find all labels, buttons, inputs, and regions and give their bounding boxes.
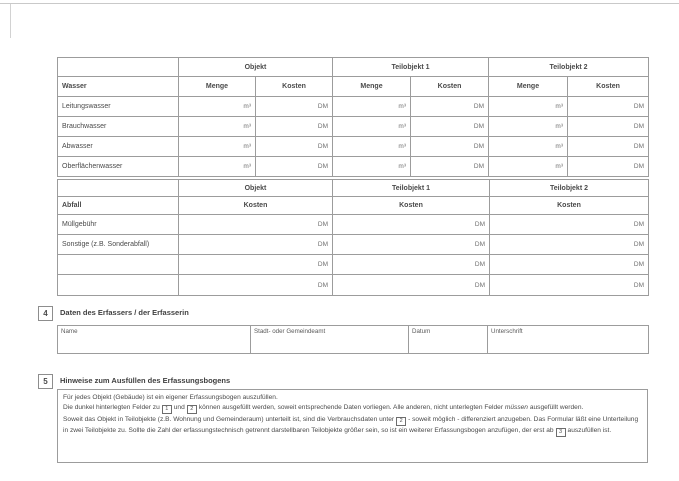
note-line-2 [63, 403, 642, 414]
group-header-objekt: Objekt [179, 180, 333, 197]
row-label: Abwasser [58, 137, 179, 157]
cost-field: DM [568, 157, 649, 177]
cost-field: DM [490, 215, 649, 235]
table-row [58, 197, 649, 215]
cost-field: DM [490, 275, 649, 296]
cost-field: DM [568, 97, 649, 117]
amount-field: m³ [489, 117, 568, 137]
cost-field: DM [411, 137, 489, 157]
waste-table [57, 179, 649, 296]
amount-field: m³ [179, 157, 256, 177]
amount-field: m³ [333, 97, 411, 117]
cost-field: DM [333, 275, 490, 296]
cost-field: DM [568, 117, 649, 137]
note-line-3 [63, 415, 642, 437]
section-number-4: 4 [38, 306, 53, 321]
note-line-1 [63, 393, 642, 402]
note-text: können ausgefüllt werden, soweit entsprechende Daten vorliegen. Alle anderen, nicht unterlegten Felder [198, 404, 504, 411]
table-row [58, 117, 649, 137]
table-row [58, 137, 649, 157]
name-field: Name [58, 326, 251, 354]
field-ref-1: 1 [162, 405, 172, 414]
col-header-kosten: Kosten [411, 77, 489, 97]
table-row [58, 157, 649, 177]
section-number-5: 5 [38, 374, 53, 389]
col-header-kosten: Kosten [568, 77, 649, 97]
row-label [58, 275, 179, 296]
group-header-teilobjekt-2: Teilobjekt 2 [489, 58, 649, 77]
note-text: ausgefüllt werden. [529, 404, 584, 411]
col-header-kosten: Kosten [256, 77, 333, 97]
section-5-title: Hinweise zum Ausfüllen des Erfassungsbogens [60, 376, 231, 385]
section-label-abfall: Abfall [58, 197, 179, 215]
note-text: und [173, 404, 185, 411]
row-label: Brauchwasser [58, 117, 179, 137]
amount-field: m³ [179, 137, 256, 157]
col-header-menge: Menge [333, 77, 411, 97]
cost-field: DM [411, 157, 489, 177]
row-label [58, 255, 179, 275]
note-text: Soweit das Objekt in Teilobjekte (z.B. Wohnung und Gemeinderaum) unterteilt ist, sind die Verbrauchsdaten unter [63, 416, 395, 423]
datum-field: Datum [409, 326, 488, 354]
table-row [58, 58, 649, 77]
cost-field: DM [256, 157, 333, 177]
cost-field: DM [411, 97, 489, 117]
group-header-teilobjekt-1: Teilobjekt 1 [333, 180, 490, 197]
row-label: Müllgebühr [58, 215, 179, 235]
cost-field: DM [179, 235, 333, 255]
amount-field: m³ [333, 157, 411, 177]
table-row [58, 326, 649, 354]
amount-field: m³ [179, 117, 256, 137]
table-row [58, 97, 649, 117]
cost-field: DM [411, 117, 489, 137]
page-edge-line [10, 4, 11, 38]
field-ref-2: 2 [187, 405, 197, 414]
group-header-teilobjekt-2: Teilobjekt 2 [490, 180, 649, 197]
group-header-teilobjekt-1: Teilobjekt 1 [333, 58, 489, 77]
note-text: auszufüllen ist. [567, 427, 612, 434]
table-row [58, 215, 649, 235]
col-header-menge: Menge [489, 77, 568, 97]
section-4-title: Daten des Erfassers / der Erfasserin [60, 308, 189, 317]
cost-field: DM [333, 255, 490, 275]
water-table [57, 57, 649, 177]
cost-field: DM [568, 137, 649, 157]
cost-field: DM [256, 117, 333, 137]
amount-field: m³ [333, 117, 411, 137]
amt-field: Stadt- oder Gemeindeamt [251, 326, 409, 354]
section-label-wasser: Wasser [58, 77, 179, 97]
amount-field: m³ [489, 97, 568, 117]
cost-field: DM [333, 215, 490, 235]
cost-field: DM [490, 255, 649, 275]
row-label: Sonstige (z.B. Sonderabfall) [58, 235, 179, 255]
field-ref-3: 3 [556, 428, 566, 437]
erfasser-table [57, 325, 649, 354]
blank-cell [58, 58, 179, 77]
cost-field: DM [179, 275, 333, 296]
unterschrift-field: Unterschrift [488, 326, 649, 354]
page-edge-line [0, 3, 679, 4]
amount-field: m³ [333, 137, 411, 157]
amount-field: m³ [179, 97, 256, 117]
field-ref-2: 2 [396, 417, 406, 426]
col-header-menge: Menge [179, 77, 256, 97]
note-text: - soweit möglich - differenziert anzugeben. Das Formular läßt eine Unterteilung in zwei Teilobjekte zu. Sollte die Zahl der erfassungstechnisch getrennt darstellbaren Teilobjekte größer sein, so ist ein weiterer Erfassungsbogen anzufügen, der erst ab [63, 416, 639, 434]
table-row [58, 255, 649, 275]
cost-field: DM [256, 97, 333, 117]
row-label: Leitungswasser [58, 97, 179, 117]
amount-field: m³ [489, 137, 568, 157]
notes-box [57, 389, 648, 463]
cost-field: DM [490, 235, 649, 255]
cost-field: DM [333, 235, 490, 255]
note-text: Die dunkel hinterlegten Felder zu [63, 404, 160, 411]
row-label: Oberflächenwasser [58, 157, 179, 177]
col-header-kosten: Kosten [333, 197, 490, 215]
col-header-kosten: Kosten [179, 197, 333, 215]
blank-cell [58, 180, 179, 197]
group-header-objekt: Objekt [179, 58, 333, 77]
cost-field: DM [179, 215, 333, 235]
cost-field: DM [179, 255, 333, 275]
cost-field: DM [256, 137, 333, 157]
note-text-emphasis: müssen [504, 404, 528, 411]
table-row [58, 235, 649, 255]
table-row [58, 275, 649, 296]
amount-field: m³ [489, 157, 568, 177]
table-row [58, 180, 649, 197]
col-header-kosten: Kosten [490, 197, 649, 215]
table-row [58, 77, 649, 97]
note-text: Für jedes Objekt (Gebäude) ist ein eigener Erfassungsbogen auszufüllen. [63, 394, 278, 401]
